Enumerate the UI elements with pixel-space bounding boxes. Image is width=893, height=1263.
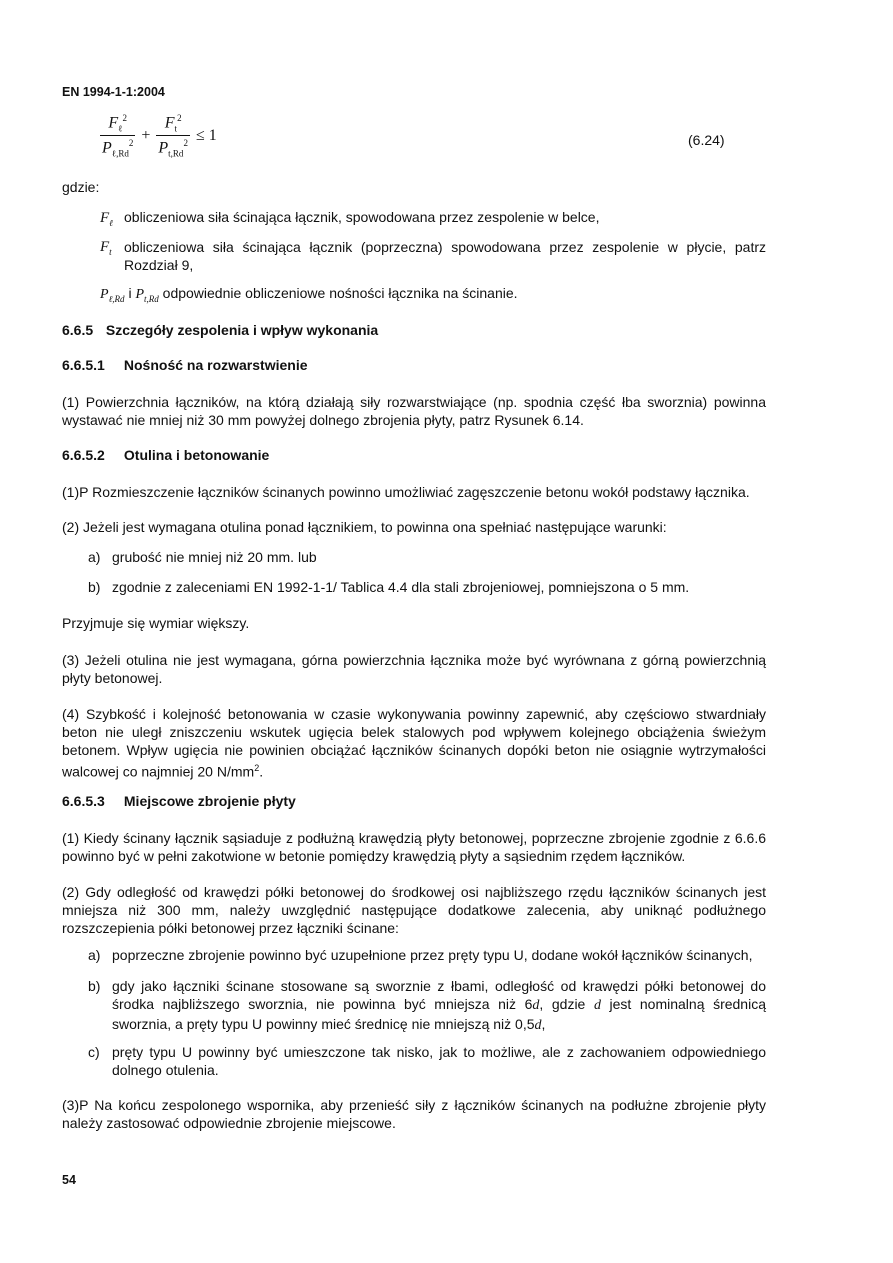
conjunction: i <box>124 285 136 301</box>
section-title: Miejscowe zbrojenie płyty <box>123 793 296 809</box>
list-text: grubość nie mniej niż 20 mm. lub <box>112 549 317 565</box>
section-number: 6.6.5 <box>62 322 94 338</box>
symbol: F <box>164 114 175 132</box>
superscript: 2 <box>183 137 188 148</box>
list-label: b) <box>88 579 101 595</box>
section-title: Nośność na rozwarstwienie <box>123 357 308 373</box>
paragraph: (3) Jeżeli otulina nie jest wymagana, górna powierzchnia łącznika może być wyrównana z górną powierzchnią płyty betonowej. <box>62 652 766 686</box>
paragraph: (1) Powierzchnia łączników, na którą działają siły rozwarstwiające (np. spodnia część łba sworznia) powinna wystawać nie mniej niż 30 mm powyżej dolnego zbrojenia płyty, patrz Rysunek 6.14. <box>62 394 766 428</box>
paragraph: (2) Gdy odległość od krawędzi półki betonowej do środkowej osi najbliższego rzędu łączników ścinanych jest mniejsza niż 300 mm, należy uwzględnić następujące dodatkowe zalecenia, aby uniknąć podłużnego rozszczepienia półki betonowej przez łączniki ścinane: <box>62 884 766 936</box>
subscript: ℓ,Rd <box>108 293 125 304</box>
paragraph: (3)P Na końcu zespolonego wspornika, aby przenieść siły z łączników ścinanych na podłużne zbrojenie płyty należy zastosować odpowiednie zbrojenie miejscowe. <box>62 1097 766 1131</box>
section-number: 6.6.5.2 <box>62 447 105 463</box>
relation: ≤ 1 <box>195 126 217 144</box>
superscript: 2 <box>128 137 134 148</box>
paragraph: (1) Kiedy ścinany łącznik sąsiaduje z podłużną krawędzią płyty betonowej, poprzeczne zbrojenie zgodnie z 6.6.6 powinno być w pełni zakotwione w betonie pomiędzy krawędzią płyty a sąsiednim rzędem łączników. <box>62 830 766 864</box>
list-item <box>88 1043 766 1079</box>
plus-sign: + <box>141 126 151 144</box>
list-label: c) <box>88 1044 100 1060</box>
list-text: zgodnie z zaleceniami EN 1992-1-1/ Tablica 4.4 dla stali zbrojeniowej, pomniejszona o 5 mm. <box>112 579 690 595</box>
list-text: poprzeczne zbrojenie powinno być uzupełnione przez pręty typu U, dodane wokół łączników ścinanych, <box>112 947 753 963</box>
subscript: t <box>174 123 178 134</box>
superscript: 2 <box>122 113 127 123</box>
page-number: 54 <box>62 1173 76 1187</box>
where-label: gdzie: <box>62 179 100 195</box>
subscript: ℓ <box>118 123 123 134</box>
list-text: pręty typu U powinny być umieszczone tak nisko, jak to możliwe, ale z zachowaniem odpowiedniego dolnego otulenia. <box>112 1044 766 1078</box>
definition-text: obliczeniowa siła ścinająca łącznik (poprzeczna) spowodowana przez zespolenie w płycie, patrz Rozdział 9, <box>124 239 766 273</box>
document-header: EN 1994-1-1:2004 <box>62 85 165 99</box>
paragraph: (1)P Rozmieszczenie łączników ścinanych powinno umożliwiać zagęszczenie betonu wokół podstawy łącznika. <box>62 484 750 500</box>
section-heading-6-6-5-2 <box>62 447 269 463</box>
section-heading-6-6-5-3 <box>62 793 296 809</box>
section-title: Szczegóły zespolenia i wpływ wykonania <box>105 322 379 338</box>
symbol: F <box>108 114 119 132</box>
list-text: gdy jako łączniki ścinane stosowane są sworznie z łbami, odległość od krawędzi półki betonowej do środka najbliższego sworznia, nie powinna być mniejsza niż 6d, gdzie d jest nominalną średnicą sworznia, a pręty typu U powinny mieć średnicę nie mniejszą niż 0,5d, <box>112 978 766 1033</box>
fraction-transverse <box>156 113 190 158</box>
definition-text: obliczeniowa siła ścinająca łącznik, spowodowana przez zespolenie w belce, <box>124 209 600 225</box>
definition-f-l <box>100 208 766 232</box>
symbol: P <box>100 287 109 302</box>
definition-f-t <box>100 238 766 274</box>
list-label: b) <box>88 978 101 994</box>
list-label: a) <box>88 947 101 963</box>
symbol: P <box>102 138 112 156</box>
fraction-longitudinal <box>100 113 135 158</box>
paragraph: (2) Jeżeli jest wymagana otulina ponad łącznikiem, to powinna ona spełniać następujące warunki: <box>62 519 667 535</box>
definition-symbol: $F_\ell$ <box>100 210 113 228</box>
section-title: Otulina i betonowanie <box>123 447 270 463</box>
symbol: P <box>158 138 169 156</box>
subscript: t,Rd <box>144 293 159 304</box>
section-heading-6-6-5-1 <box>62 357 308 373</box>
list-label: a) <box>88 549 101 565</box>
list-item <box>88 946 766 964</box>
section-number: 6.6.5.3 <box>62 793 105 809</box>
list-item <box>88 548 766 566</box>
definition-p-rd <box>100 284 766 308</box>
paragraph: Przyjmuje się wymiar większy. <box>62 615 250 631</box>
definition-text: odpowiednie obliczeniowe nośności łącznika na ścinanie. <box>158 285 518 301</box>
section-heading-6-6-5 <box>62 322 378 338</box>
subscript: t,Rd <box>168 148 184 159</box>
formula-6-24 <box>100 113 219 158</box>
equation-number: (6.24) <box>688 132 725 148</box>
superscript: 2 <box>177 113 182 123</box>
symbol: P <box>135 287 145 302</box>
subscript: ℓ,Rd <box>111 148 129 159</box>
paragraph: (4) Szybkość i kolejność betonowania w czasie wykonywania powinny zapewnić, aby częściowo stwardniały beton nie uległ zniszczeniu wskutek ugięcia belek stalowych pod wpływem kolejnego obciążenia świeżym betonem. Wpływ ugięcia nie powinien obciążać łączników ścinanych dopóki beton nie osiągnie wytrzymałości walcowej co najmniej 20 $N/mm^2$. <box>62 706 766 780</box>
section-number: 6.6.5.1 <box>62 357 105 373</box>
list-item <box>88 578 766 596</box>
definition-symbol: $F_t$ <box>100 239 112 257</box>
list-item <box>88 977 766 1035</box>
